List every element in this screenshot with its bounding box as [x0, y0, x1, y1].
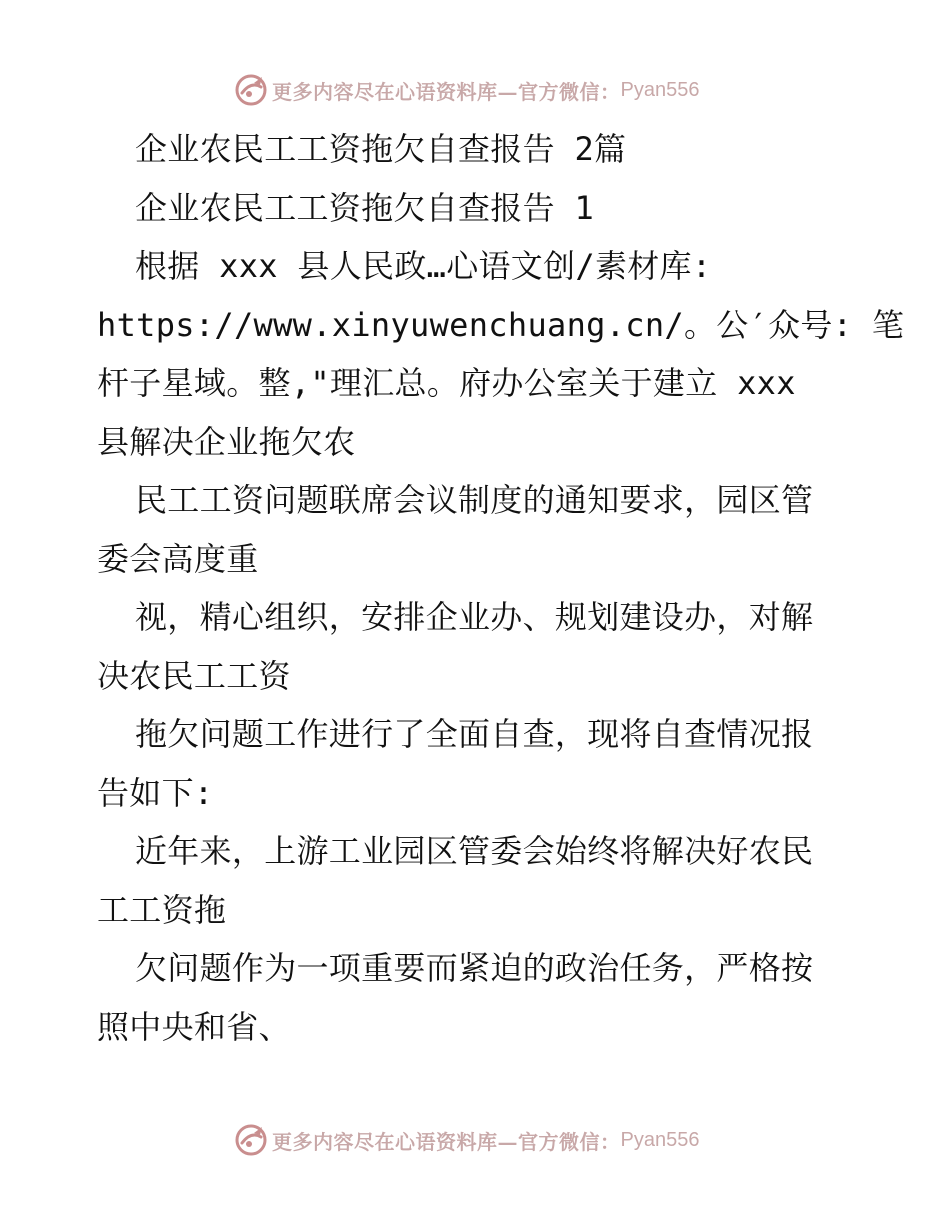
paragraph-line: 视，精心组织，安排企业办、规划建设办，对解	[135, 598, 814, 636]
watermark-wechat-id: Pyan556	[620, 78, 700, 101]
watermark-text: 更多内容尽在心语资料库—官方微信：	[272, 1129, 621, 1154]
red-seal-logo-icon	[234, 73, 268, 107]
watermark-text: 更多内容尽在心语资料库—官方微信：	[272, 79, 621, 104]
footer-watermark-banner	[234, 1122, 699, 1158]
section-heading: 企业农民工工资拖欠自查报告 1	[135, 188, 595, 227]
document-body	[97, 120, 905, 1056]
paragraph-line: 根据 xxx 县人民政…心语文创/素材库:	[135, 247, 712, 285]
red-seal-logo-icon	[234, 1123, 268, 1157]
watermark-wechat-id: Pyan556	[620, 1128, 700, 1151]
paragraph-line: 工工资拖	[97, 890, 227, 929]
paragraph-line: 民工工资问题联席会议制度的通知要求，园区管	[135, 481, 814, 519]
paragraph-line: 照中央和省、	[97, 1007, 291, 1046]
paragraph-line: 告如下:	[97, 773, 214, 812]
paragraph-line: 欠问题作为一项重要而紧迫的政治任务，严格按	[135, 949, 814, 987]
paragraph-line: 委会高度重	[97, 539, 259, 578]
paragraph-line: 县解决企业拖欠农	[97, 422, 356, 461]
paragraph-line: 决农民工工资	[97, 656, 291, 695]
paragraph-line: 拖欠问题工作进行了全面自查，现将自查情况报	[135, 715, 814, 753]
paragraph-line: 杆子星域。整,"理汇总。府办公室关于建立 xxx	[97, 364, 796, 402]
header-watermark-banner	[234, 72, 699, 108]
paragraph-line: https://www.xinyuwenchuang.cn/。公′众号: 笔	[97, 305, 905, 344]
document-title: 企业农民工工资拖欠自查报告 2篇	[135, 130, 627, 168]
paragraph-line: 近年来，上游工业园区管委会始终将解决好农民	[135, 832, 814, 870]
